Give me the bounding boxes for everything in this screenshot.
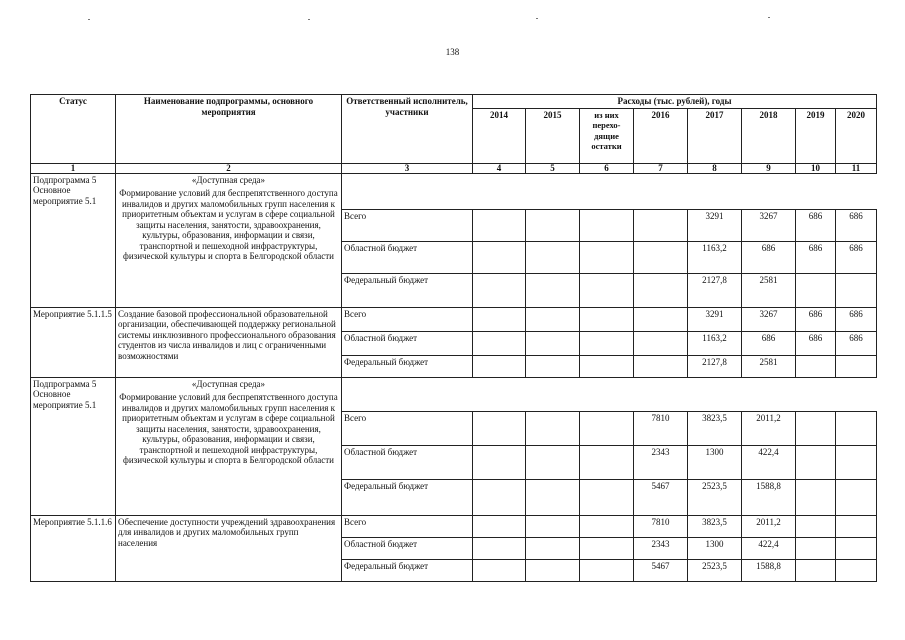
amount-cell: 686 [836,307,877,331]
status-cell: Мероприятие 5.1.1.5 [31,307,116,377]
year-header: 2016 [634,108,688,163]
amount-cell [473,307,526,331]
amount-cell: 2343 [634,537,688,559]
amount-cell: 5467 [634,479,688,515]
amount-cell [580,445,634,479]
column-number: 11 [836,163,877,173]
amount-cell [526,273,580,307]
amount-cell [634,273,688,307]
amount-cell: 7810 [634,515,688,537]
name-cell [116,377,342,515]
department-row [31,377,877,411]
amount-cell [796,445,836,479]
name-cell [116,515,342,581]
column-number-row [31,163,877,173]
amount-cell [634,331,688,355]
table-body [31,173,877,581]
amount-cell [634,355,688,377]
scan-speck [536,18,538,19]
column-number: 10 [796,163,836,173]
scan-speck [88,19,90,20]
amount-cell [580,331,634,355]
amount-cell [526,331,580,355]
funding-source-cell: Всего [342,307,473,331]
amount-cell: 5467 [634,559,688,581]
amount-cell [634,307,688,331]
amount-cell: 3823,5 [688,515,742,537]
status-cell: Подпрограмма 5 Основное мероприятие 5.1 [31,173,116,307]
amount-cell: 686 [836,241,877,273]
amount-cell [473,515,526,537]
name-body: Формирование условий для беспрепятственного доступа инвалидов и других маломобильных групп населения к приоритетным объектам и услугам в сфере социальной защиты населения, занятости, здравоохранения, культуры, образования, информации и связи, транспортной и пешеходной инфраструктуры, физической культуры и спорта в Белгородской области [119,392,338,465]
year-header: 2015 [526,108,580,163]
amount-cell [526,479,580,515]
amount-cell: 686 [796,241,836,273]
table-row [31,307,877,331]
amount-cell [473,331,526,355]
amount-cell: 422,4 [742,445,796,479]
status-cell: Подпрограмма 5 Основное мероприятие 5.1 [31,377,116,515]
year-header: 2019 [796,108,836,163]
funding-source-cell: Областной бюджет [342,445,473,479]
budget-table [30,94,877,582]
amount-cell: 3823,5 [688,411,742,445]
funding-source-cell: Всего [342,411,473,445]
amount-cell: 1300 [688,445,742,479]
amount-cell [836,273,877,307]
amount-cell [634,209,688,241]
amount-cell: 2581 [742,273,796,307]
name-cell [116,307,342,377]
amount-cell [580,537,634,559]
amount-cell [526,445,580,479]
amount-cell: 1300 [688,537,742,559]
name-title: «Доступная среда» [191,174,266,185]
page-number: 138 [445,47,460,57]
funding-source-cell: Областной бюджет [342,331,473,355]
column-number: 1 [31,163,116,173]
amount-cell: 686 [836,209,877,241]
department-row [31,173,877,209]
amount-cell: 2127,8 [688,273,742,307]
funding-source-cell: Федеральный бюджет [342,559,473,581]
amount-cell [473,537,526,559]
amount-cell [580,209,634,241]
column-number: 8 [688,163,742,173]
amount-cell [796,479,836,515]
amount-cell: 1588,8 [742,479,796,515]
amount-cell [836,445,877,479]
amount-cell [836,411,877,445]
amount-cell [526,241,580,273]
amount-cell [580,307,634,331]
column-number: 6 [580,163,634,173]
amount-cell: 1588,8 [742,559,796,581]
amount-cell [580,559,634,581]
amount-cell [473,355,526,377]
name-cell [116,173,342,307]
amount-cell [473,209,526,241]
amount-cell: 1163,2 [688,331,742,355]
name-body: Формирование условий для беспрепятственного доступа инвалидов и других маломобильных групп населения к приоритетным объектам и услугам в сфере социальной защиты населения, занятости, здравоохранения, культуры, образования, информации и связи, транспортной и пешеходной инфраструктуры, физической культуры и спорта в Белгородской области [119,188,338,261]
year-header: 2014 [473,108,526,163]
header-responsible: Ответственный исполнитель, участники [342,95,473,164]
header-expenses: Расходы (тыс. рублей), годы [473,95,877,109]
column-number: 2 [116,163,342,173]
amount-cell: 686 [796,307,836,331]
column-number: 7 [634,163,688,173]
status-cell: Мероприятие 5.1.1.6 [31,515,116,581]
funding-source-cell: Федеральный бюджет [342,273,473,307]
amount-cell [796,515,836,537]
amount-cell [526,515,580,537]
amount-cell: 2523,5 [688,559,742,581]
amount-cell: 2011,2 [742,411,796,445]
amount-cell: 686 [742,241,796,273]
amount-cell [526,307,580,331]
funding-source-cell: Федеральный бюджет [342,479,473,515]
amount-cell: 1163,2 [688,241,742,273]
name-body: Создание базовой профессиональной образовательной организации, обеспечивающей поддержку региональной системы инклюзивного профессионального образования студентов из числа инвалидов и лиц с ограниченными возможностями [118,308,336,361]
amount-cell [634,241,688,273]
year-header: 2020 [836,108,877,163]
name-title: «Доступная среда» [191,378,266,389]
year-header: из них перехо- дящие остатки [580,108,634,163]
amount-cell [580,479,634,515]
column-number: 5 [526,163,580,173]
amount-cell [526,355,580,377]
column-number: 3 [342,163,473,173]
amount-cell [580,241,634,273]
amount-cell [473,559,526,581]
amount-cell [836,355,877,377]
amount-cell [473,411,526,445]
amount-cell [473,273,526,307]
amount-cell [473,479,526,515]
amount-cell: 2343 [634,445,688,479]
scan-speck [308,19,310,20]
amount-cell [796,355,836,377]
amount-cell [580,355,634,377]
header-status: Статус [31,95,116,164]
funding-source-cell: Всего [342,209,473,241]
amount-cell: 2127,8 [688,355,742,377]
amount-cell [796,537,836,559]
name-body: Обеспечение доступности учреждений здравоохранения для инвалидов и других маломобильных групп населения [118,516,336,548]
amount-cell: 686 [796,209,836,241]
amount-cell [836,515,877,537]
amount-cell [836,479,877,515]
amount-cell: 3267 [742,209,796,241]
funding-source-cell: Федеральный бюджет [342,355,473,377]
amount-cell: 3291 [688,307,742,331]
amount-cell [580,411,634,445]
amount-cell: 2523,5 [688,479,742,515]
amount-cell: 422,4 [742,537,796,559]
column-number: 9 [742,163,796,173]
amount-cell [580,515,634,537]
amount-cell [473,241,526,273]
amount-cell [526,411,580,445]
amount-cell [473,445,526,479]
amount-cell: 3267 [742,307,796,331]
amount-cell [796,273,836,307]
amount-cell [526,537,580,559]
column-number: 4 [473,163,526,173]
amount-cell: 686 [796,331,836,355]
header-name: Наименование подпрограммы, основного мероприятия [116,95,342,164]
amount-cell: 7810 [634,411,688,445]
year-header: 2017 [688,108,742,163]
scan-speck [768,17,770,18]
amount-cell [526,209,580,241]
year-header: 2018 [742,108,796,163]
amount-cell [580,273,634,307]
table-row [31,515,877,537]
amount-cell: 2011,2 [742,515,796,537]
amount-cell: 686 [742,331,796,355]
amount-cell [836,537,877,559]
funding-source-cell: Областной бюджет [342,241,473,273]
amount-cell [526,559,580,581]
amount-cell [836,559,877,581]
amount-cell: 686 [836,331,877,355]
amount-cell: 2581 [742,355,796,377]
amount-cell: 3291 [688,209,742,241]
funding-source-cell: Всего [342,515,473,537]
amount-cell [796,559,836,581]
header-row [31,95,877,109]
funding-source-cell: Областной бюджет [342,537,473,559]
amount-cell [796,411,836,445]
